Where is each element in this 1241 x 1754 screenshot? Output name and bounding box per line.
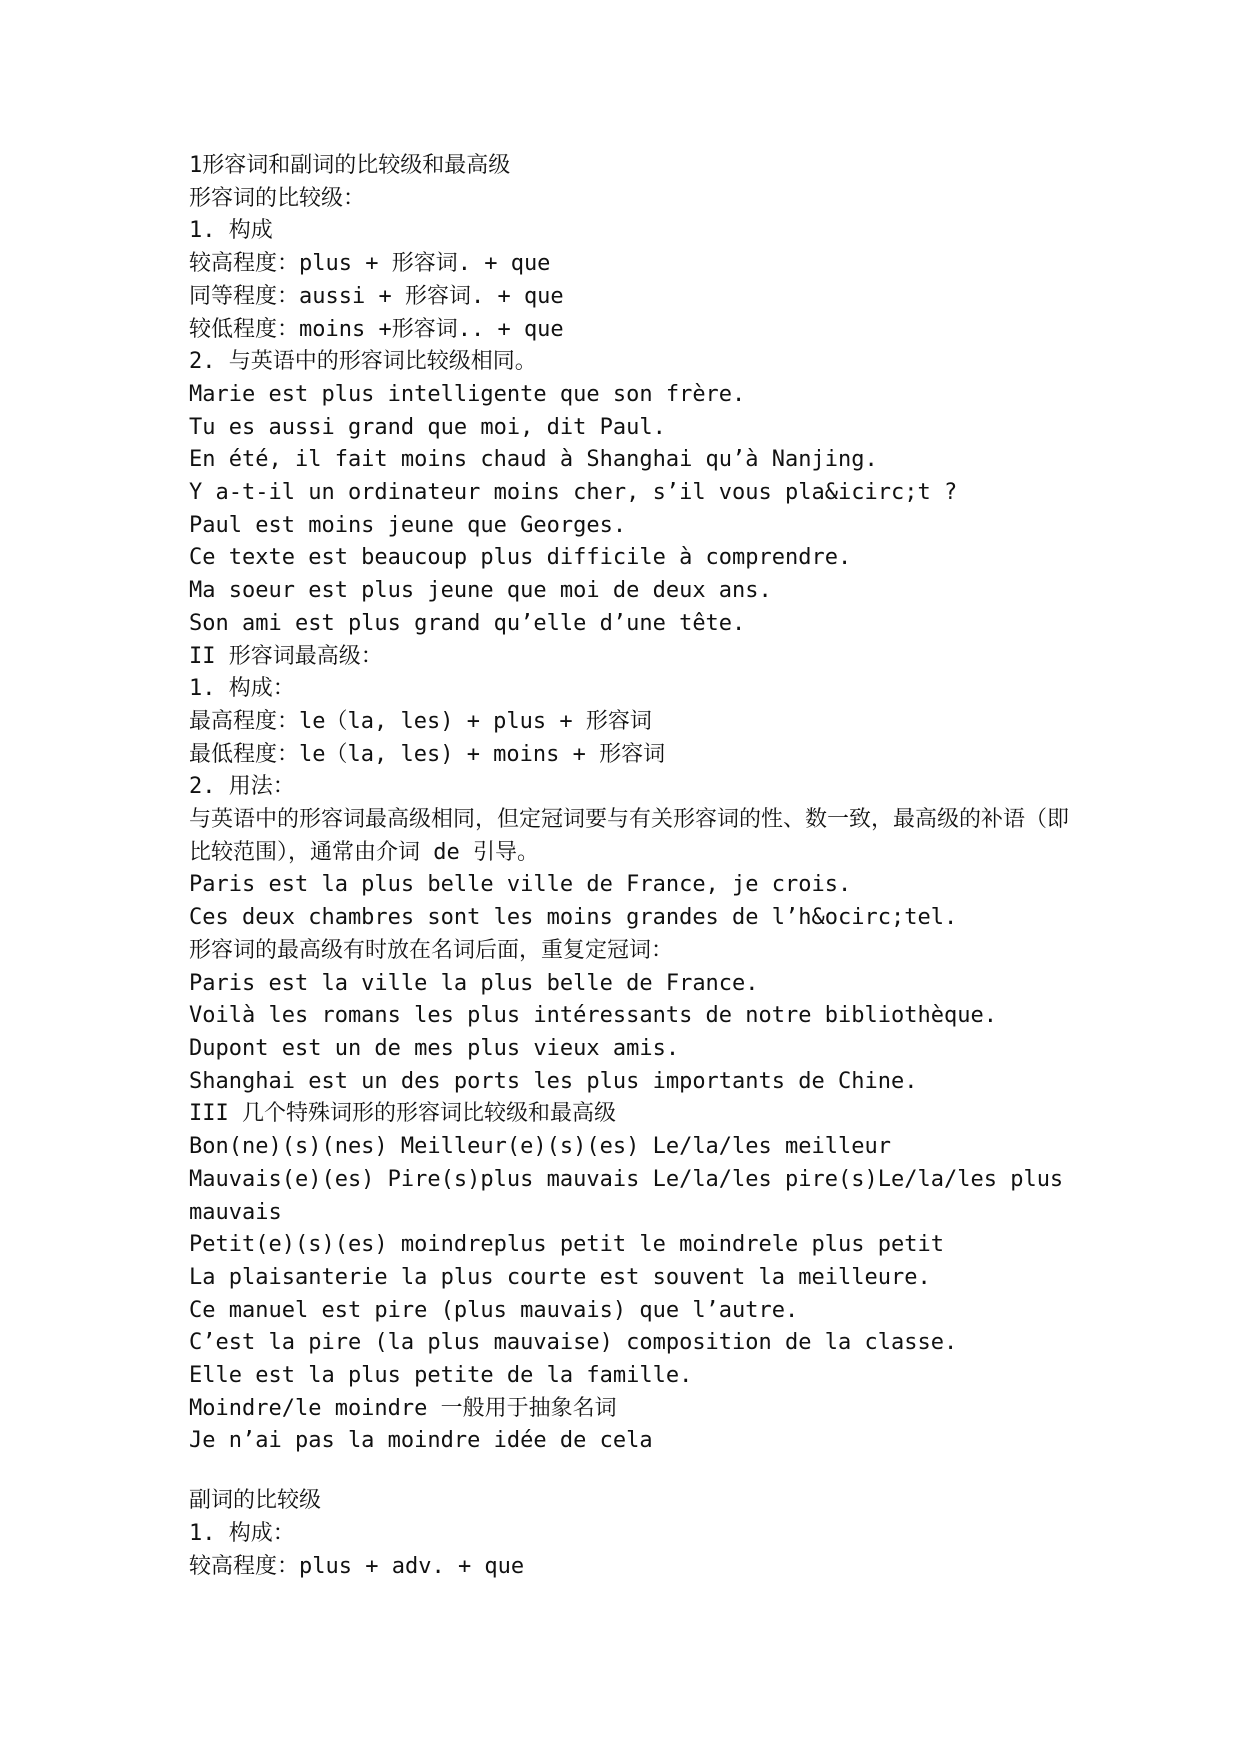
heading-superlative: II 形容词最高级： [189,643,383,669]
example-sentence: Y a-t-il un ordinateur moins cher, s’il vous pla&icirc;t ? [189,480,958,506]
example-sentence: Voilà les romans les plus intéressants de notre bibliothèque. [189,1003,997,1029]
text-line: 2. 用法： [189,774,295,800]
example-sentence: Ce manuel est pire (plus mauvais) que l’autre. [189,1297,799,1323]
example-sentence: Son ami est plus grand qu’elle d’une tête. [189,610,746,636]
text-line: Moindre/le moindre 一般用于抽象名词 [189,1395,617,1421]
example-sentence: Paris est la plus belle ville de France, je crois. [189,872,852,898]
text-line: 1. 构成： [189,1520,295,1546]
text-line: 较高程度：plus + 形容词. + que [189,251,551,277]
text-line: 较低程度：moins +形容词.. + que [189,316,564,342]
example-sentence: C’est la pire (la plus mauvaise) composition de la classe. [189,1330,958,1356]
example-sentence: Shanghai est un des ports les plus importants de Chine. [189,1068,918,1094]
text-line: 同等程度：aussi + 形容词. + que [189,283,564,309]
example-sentence: Tu es aussi grand que moi, dit Paul. [189,414,666,440]
text-line: Bon(ne)(s)(nes) Meilleur(e)(s)(es) Le/la/les meilleur [189,1134,891,1160]
heading-adverb-comparative: 副词的比较级 [189,1488,322,1514]
paragraph-gap [189,1458,1069,1485]
heading-main-title: 1形容词和副词的比较级和最高级 [189,153,511,178]
text-line: Petit(e)(s)(es) moindreplus petit le moindrele plus petit [189,1232,944,1258]
example-sentence: Dupont est un de mes plus vieux amis. [189,1035,680,1061]
example-sentence: Paul est moins jeune que Georges. [189,512,627,538]
text-line: 最高程度：le（la, les) + plus + 形容词 [189,708,652,734]
text-line: 最低程度：le（la, les) + moins + 形容词 [189,741,666,767]
heading-adjective-comparative: 形容词的比较级： [189,185,366,211]
section-adverb-comparative [189,1485,1069,1583]
text-line: 2. 与英语中的形容词比较级相同。 [189,349,537,375]
example-sentence: La plaisanterie la plus courte est souvent la meilleure. [189,1264,931,1290]
text-line: Mauvais(e)(es) Pire(s)plus mauvais Le/la/les pire(s)Le/la/les plus mauvais [189,1166,1077,1225]
example-sentence: Elle est la plus petite de la famille. [189,1363,693,1389]
text-paragraph: 与英语中的形容词最高级相同，但定冠词要与有关形容词的性、数一致，最高级的补语（即比较范围），通常由介词 de 引导。 [189,807,1070,865]
example-sentence: Paris est la ville la plus belle de France. [189,970,759,996]
text-line: 形容词的最高级有时放在名词后面，重复定冠词： [189,937,674,963]
text-line: 1. 构成： [189,676,295,702]
example-sentence: Ces deux chambres sont les moins grandes de l’h&ocirc;tel. [189,905,958,931]
example-sentence: Ma soeur est plus jeune que moi de deux ans. [189,578,772,604]
text-line: 1. 构成 [189,218,273,244]
example-sentence: Marie est plus intelligente que son frère. [189,381,746,407]
example-sentence: En été, il fait moins chaud à Shanghai qu’à Nanjing. [189,447,878,473]
example-sentence: Je n’ai pas la moindre idée de cela [189,1428,653,1454]
text-line: 较高程度：plus + adv. + que [189,1553,525,1579]
example-sentence: Ce texte est beaucoup plus difficile à comprendre. [189,545,852,571]
document-page [189,150,1077,1583]
heading-special-forms: III 几个特殊词形的形容词比较级和最高级 [189,1101,616,1127]
section-comparatives [189,150,1077,1458]
